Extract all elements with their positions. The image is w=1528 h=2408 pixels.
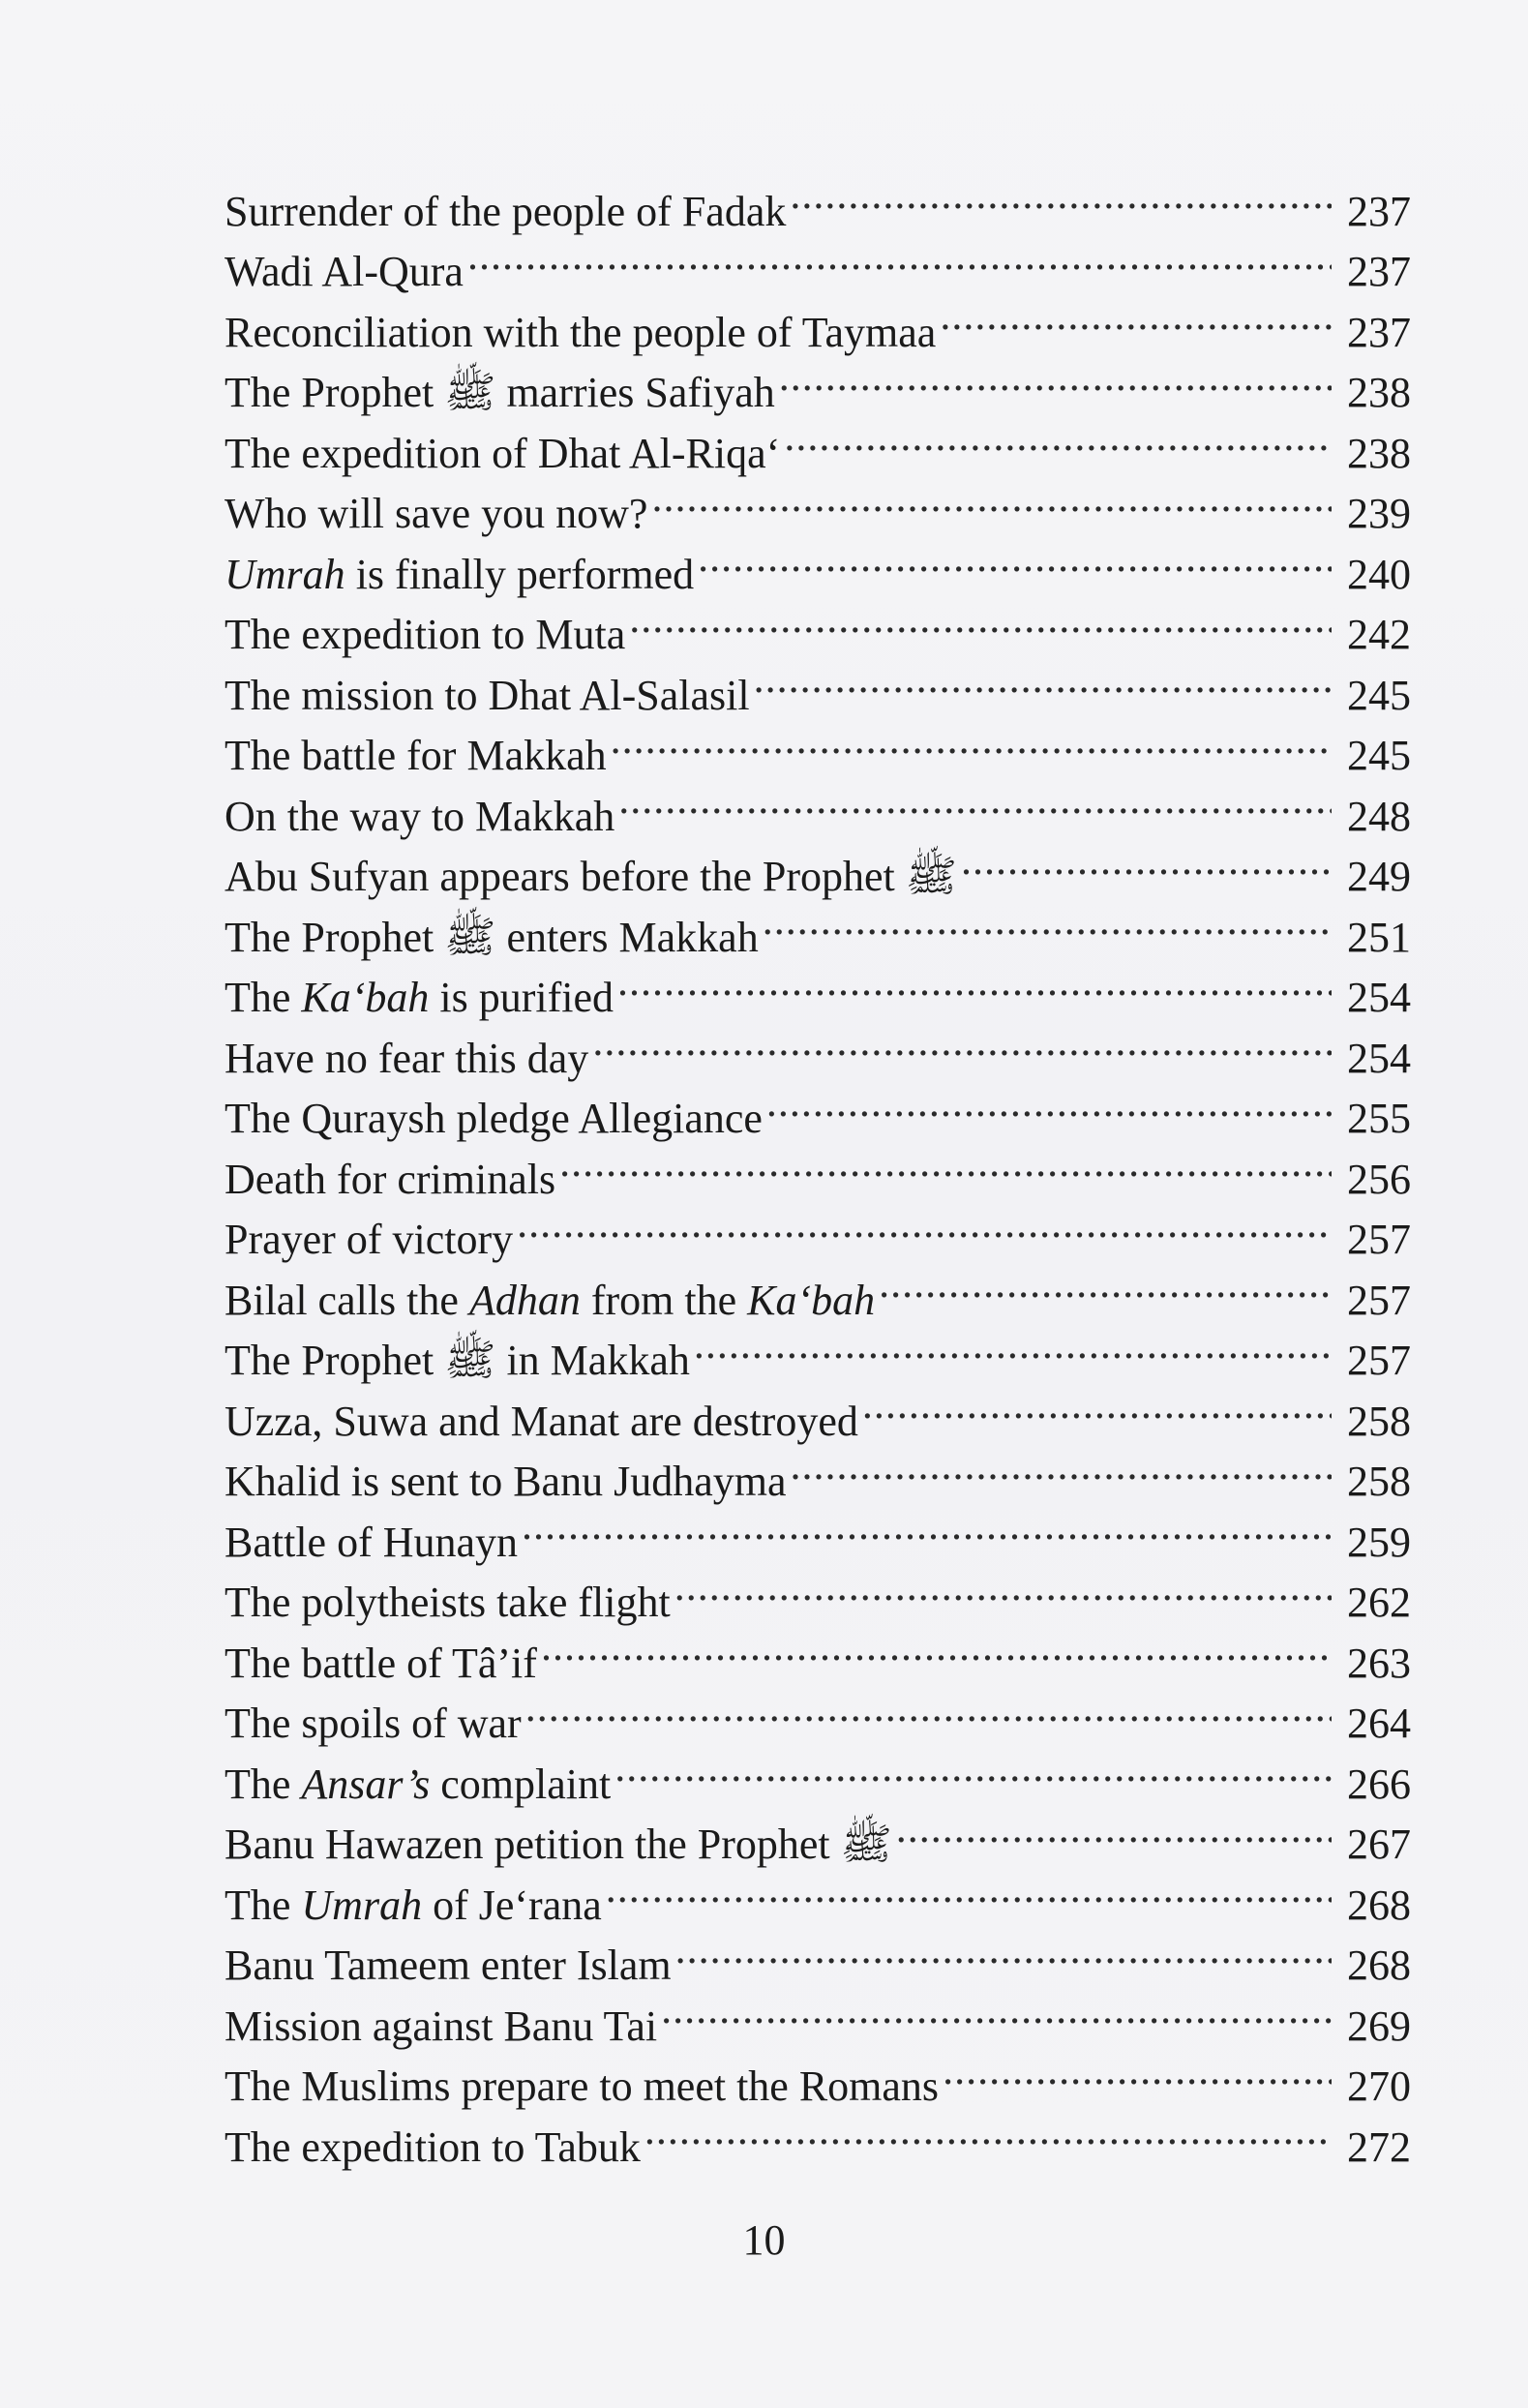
toc-leader-dots: [675, 1919, 1332, 1980]
toc-leader-dots: [467, 226, 1332, 286]
toc-entry-title-segment: The battle for Makkah: [225, 732, 607, 779]
toc-leader-dots: [790, 165, 1332, 226]
toc-entry-page-number: 258: [1347, 1458, 1411, 1505]
toc-entry-title-segment: The expedition to Muta: [225, 611, 626, 658]
toc-entry-title-segment: The Quraysh pledge Allegiance: [225, 1095, 763, 1142]
toc-leader-dots: [618, 769, 1332, 830]
toc-entry-page-number: 257: [1347, 1216, 1411, 1263]
toc-entry-page-number: 242: [1347, 611, 1411, 658]
toc-leader-dots: [961, 830, 1332, 891]
toc-entry-title-segment: The Prophet ﷺ marries Safiyah: [225, 369, 775, 416]
toc-entry-title-segment: of Je‘rana: [422, 1881, 602, 1929]
toc-entry-title-segment: Mission against Banu Tai: [225, 2002, 658, 2050]
toc-entry-page-number: 248: [1347, 792, 1411, 840]
toc-leader-dots: [879, 1253, 1332, 1314]
toc-entry-title-segment: Adhan: [468, 1276, 581, 1324]
toc-entry-title-segment: Wadi Al-Qura: [225, 248, 464, 295]
toc-entry-title-segment: Have no fear this day: [225, 1034, 589, 1082]
toc-entry-title-segment: The spoils of war: [225, 1700, 522, 1747]
toc-entry-page-number: 249: [1347, 853, 1411, 900]
toc-leader-dots: [896, 1798, 1332, 1859]
toc-entry-title-segment: The Muslims prepare to meet the Romans: [225, 2062, 940, 2110]
toc-entry-title-segment: Battle of Hunayn: [225, 1518, 519, 1566]
toc-leader-dots: [754, 648, 1332, 709]
toc-entry-title-segment: Banu Tameem enter Islam: [225, 1941, 672, 1989]
toc-entry-page-number: 238: [1347, 429, 1411, 477]
toc-entry-title-segment: Death for criminals: [225, 1155, 556, 1203]
toc-entry-page-number: 262: [1347, 1579, 1411, 1626]
toc-leader-dots: [525, 1677, 1332, 1738]
toc-entry-title-segment: The: [225, 974, 302, 1021]
toc-entry-page-number: 259: [1347, 1518, 1411, 1566]
toc-entry-title-segment: complaint: [430, 1760, 612, 1808]
toc-entry-title-segment: The: [225, 1881, 302, 1929]
toc-entry-page-number: 245: [1347, 671, 1411, 719]
toc-entry-title: [225, 1997, 657, 2058]
toc-entry-title-segment: Umrah: [301, 1881, 423, 1929]
toc-entry-page-number: 268: [1347, 1941, 1411, 1989]
toc-leader-dots: [698, 527, 1332, 588]
toc-entry-page-number: 239: [1347, 490, 1411, 537]
toc-entry-title-segment: The battle of Tâ’if: [225, 1639, 537, 1687]
toc-entry-page-number: 272: [1347, 2122, 1411, 2171]
toc-entry-title: [225, 1936, 672, 1997]
toc-entry-title: [225, 545, 694, 606]
toc-entry-title-segment: The expedition to Tabuk: [225, 2122, 641, 2171]
page-number: 10: [742, 2216, 786, 2264]
toc-leader-dots: [522, 1495, 1332, 1556]
toc-leader-dots: [559, 1132, 1332, 1193]
toc-entry-page-number: 258: [1347, 1397, 1411, 1445]
toc-entry-title: [225, 605, 625, 666]
toc-leader-dots: [766, 1072, 1332, 1133]
toc-leader-dots: [517, 1193, 1332, 1254]
toc-entry-title: [225, 726, 607, 787]
toc-entry-title: [225, 1694, 522, 1755]
toc-entry-title-segment: On the way to Makkah: [225, 792, 615, 840]
toc-leader-dots: [614, 1737, 1332, 1798]
toc-entry-title-segment: Ka‘bah: [747, 1276, 876, 1324]
toc-entry-title: [225, 787, 614, 848]
toc-entry-page-number: 251: [1347, 913, 1411, 961]
toc-leader-dots: [606, 1858, 1332, 1919]
toc-entry-title-segment: Reconciliation with the people of Taymaa: [225, 308, 937, 356]
toc-entry-page-number: 254: [1347, 974, 1411, 1021]
toc-entry-title: [225, 1029, 588, 1090]
toc-entry-title: [225, 1876, 602, 1937]
toc-entry-title-segment: The Prophet ﷺ in Makkah: [225, 1337, 690, 1384]
toc-entry-page-number: 267: [1347, 1821, 1411, 1868]
toc-entry-page-number: 240: [1347, 550, 1411, 598]
toc-leader-dots: [940, 286, 1332, 346]
toc-leader-dots: [617, 951, 1332, 1012]
toc-entry-page-number: 237: [1347, 248, 1411, 295]
toc-entry-title: [225, 1331, 690, 1392]
toc-entry-title-segment: Abu Sufyan appears before the Prophet ﷺ: [225, 853, 957, 900]
table-of-contents: [225, 165, 1411, 2171]
toc-entry-page-number: 254: [1347, 1034, 1411, 1082]
toc-entry-title-segment: Umrah: [225, 550, 345, 598]
toc-entry-title: [225, 1150, 555, 1211]
toc-entry-page-number: 255: [1347, 1095, 1411, 1142]
toc-entry-title-segment: Bilal calls the: [225, 1276, 469, 1324]
toc-leader-dots: [791, 1435, 1333, 1496]
toc-leader-dots: [661, 1979, 1332, 2040]
toc-entry-title-segment: Uzza, Suwa and Manat are destroyed: [225, 1397, 858, 1445]
toc-entry-title-segment: Surrender of the people of Fadak: [225, 187, 787, 235]
toc-entry-page-number: 238: [1347, 369, 1411, 416]
toc-entry-title-segment: Prayer of victory: [225, 1216, 514, 1263]
toc-leader-dots: [763, 890, 1332, 951]
toc-entry-page-number: 269: [1347, 2002, 1411, 2050]
toc-entry-title-segment: Who will save you now?: [225, 490, 648, 537]
toc-leader-dots: [674, 1556, 1332, 1617]
toc-entry-title: [225, 968, 614, 1029]
toc-entry-title-segment: from the: [580, 1276, 748, 1324]
toc-entry-page-number: 270: [1347, 2062, 1411, 2110]
toc-leader-dots: [943, 2040, 1332, 2101]
toc-entry-page-number: 245: [1347, 732, 1411, 779]
toc-entry-title: [225, 363, 775, 424]
toc-entry-title-segment: The Prophet ﷺ enters Makkah: [225, 913, 759, 961]
toc-entry-page-number: 256: [1347, 1155, 1411, 1203]
toc-entry-title: [225, 1634, 537, 1695]
toc-entry-page-number: 266: [1347, 1760, 1411, 1808]
toc-entry-title-segment: The: [225, 1760, 302, 1808]
toc-leader-dots: [629, 588, 1332, 649]
toc-leader-dots: [694, 1314, 1332, 1375]
toc-entry-title: [225, 1513, 518, 1574]
toc-entry-title-segment: is finally performed: [345, 550, 695, 598]
toc-leader-dots: [541, 1616, 1332, 1677]
toc-entry-title: [225, 2118, 641, 2179]
toc-entry-title: [225, 1392, 858, 1453]
toc-leader-dots: [651, 467, 1332, 528]
toc-leader-dots: [784, 406, 1332, 467]
toc-entry-title-segment: The expedition of Dhat Al-Riqa‘: [225, 429, 781, 477]
toc-entry-title-segment: Banu Hawazen petition the Prophet ﷺ: [225, 1821, 892, 1868]
toc-entry-title-segment: is purified: [429, 974, 614, 1021]
toc-leader-dots: [611, 709, 1332, 770]
toc-leader-dots: [862, 1374, 1332, 1435]
toc-leader-dots: [779, 346, 1332, 407]
toc-entry-title: [225, 1210, 513, 1271]
toc-entry: [225, 165, 1411, 235]
toc-entry-title-segment: Khalid is sent to Banu Judhayma: [225, 1458, 787, 1505]
toc-entry-title-segment: Ka‘bah: [301, 974, 430, 1021]
toc-entry-page-number: 257: [1347, 1276, 1411, 1324]
toc-entry-title-segment: Ansar’s: [301, 1760, 431, 1808]
toc-entry-title-segment: The mission to Dhat Al-Salasil: [225, 671, 750, 719]
toc-entry-page-number: 257: [1347, 1337, 1411, 1384]
toc-entry-title: [225, 242, 464, 303]
toc-entry-page-number: 237: [1347, 308, 1411, 356]
toc-entry-page-number: 263: [1347, 1639, 1411, 1687]
toc-entry-title: [225, 484, 647, 545]
toc-entry-title: [225, 1755, 611, 1816]
toc-entry-title-segment: The polytheists take flight: [225, 1579, 671, 1626]
toc-entry-page-number: 268: [1347, 1881, 1411, 1929]
toc-entry-page-number: 237: [1347, 187, 1411, 235]
toc-leader-dots: [644, 2100, 1332, 2161]
toc-leader-dots: [592, 1011, 1332, 1072]
toc-entry-page-number: 264: [1347, 1700, 1411, 1747]
